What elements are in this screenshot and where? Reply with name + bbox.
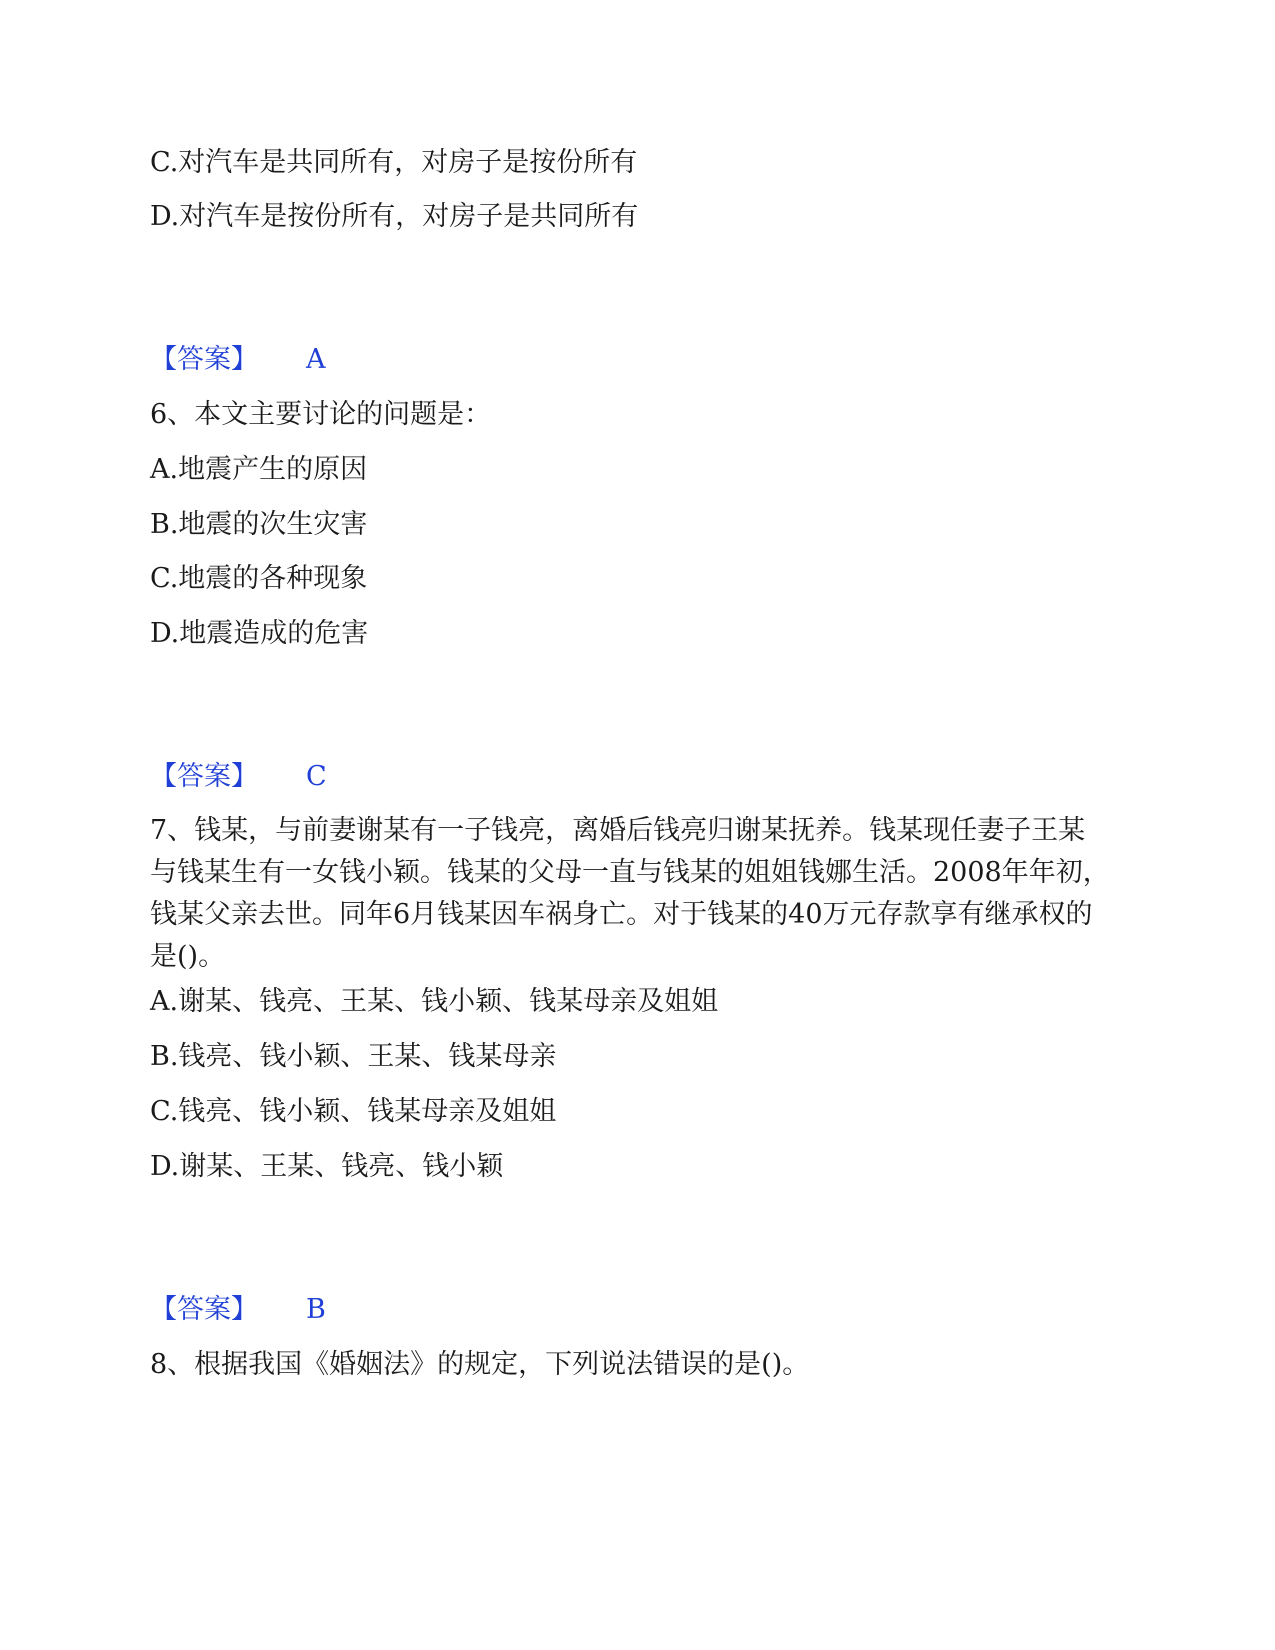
- q7-option-a: A.谢某、钱亮、王某、钱小颖、钱某母亲及姐姐: [150, 986, 719, 1017]
- q6-option-a: A.地震产生的原因: [150, 454, 368, 485]
- q7-option-d: D.谢某、王某、钱亮、钱小颖: [150, 1151, 504, 1182]
- answer-label: 【答案】: [150, 1294, 258, 1325]
- q6-answer: [150, 760, 327, 794]
- q7-option-c: C.钱亮、钱小颖、钱某母亲及姐姐: [150, 1096, 557, 1127]
- q5-option-d: D.对汽车是按份所有，对房子是共同所有: [150, 201, 639, 232]
- q6-option-d: D.地震造成的危害: [150, 618, 369, 649]
- q7-option-b: B.钱亮、钱小颖、王某、钱某母亲: [150, 1041, 557, 1072]
- answer-label: 【答案】: [150, 761, 258, 792]
- q6-option-b: B.地震的次生灾害: [150, 509, 368, 540]
- answer-label: 【答案】: [150, 344, 258, 375]
- q5-answer: [150, 343, 326, 377]
- q7-question: 7、钱某，与前妻谢某有一子钱亮，离婚后钱亮归谢某抚养。钱某现任妻子王某与钱某生有一女钱小颖。钱某的父母一直与钱某的姐姐钱娜生活。2008年年初，钱某父亲去世。同年6月钱某因车祸身亡。对于钱某的40万元存款享有继承权的是()。: [150, 815, 1110, 972]
- q5-option-c: C.对汽车是共同所有，对房子是按份所有: [150, 147, 638, 178]
- answer-value: A: [306, 344, 326, 375]
- q6-option-c: C.地震的各种现象: [150, 563, 368, 594]
- q7-answer: [150, 1293, 326, 1327]
- answer-value: B: [306, 1294, 326, 1325]
- answer-value: C: [306, 761, 327, 792]
- q8-question: 8、根据我国《婚姻法》的规定，下列说法错误的是()。: [150, 1349, 810, 1380]
- q6-question: 6、本文主要讨论的问题是：: [150, 399, 492, 430]
